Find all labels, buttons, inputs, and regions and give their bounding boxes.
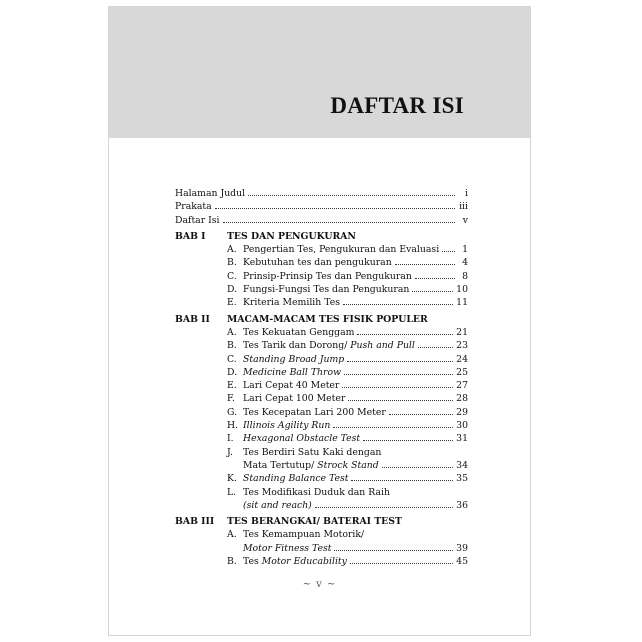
toc-entry[interactable]	[175, 528, 468, 541]
toc-entry[interactable]	[175, 486, 468, 499]
toc-label-italic: Medicine Ball Throw	[243, 366, 342, 378]
leader-dots	[363, 435, 453, 441]
item-letter: B.	[227, 556, 237, 568]
item-letter: A.	[227, 326, 237, 338]
leader-dots	[333, 422, 453, 428]
chapter-heading	[175, 515, 468, 528]
toc-label: Lari Cepat 100 Meter	[243, 393, 346, 405]
toc-label-italic: Push and Pull	[350, 340, 415, 352]
item-letter: E.	[227, 380, 237, 392]
leader-dots	[357, 329, 453, 335]
toc-label-italic: Strock Stand	[317, 459, 379, 471]
item-letter: H.	[227, 420, 239, 432]
chapter-title: TES DAN PENGUKURAN	[227, 230, 356, 242]
leader-dots	[315, 502, 453, 508]
toc-label-italic: (sit and reach)	[243, 499, 312, 511]
toc-page: v	[462, 214, 468, 226]
toc-entry-continued[interactable]	[175, 499, 468, 512]
header-band	[109, 7, 530, 138]
toc-page: 35	[456, 473, 468, 485]
leader-dots	[215, 203, 455, 209]
toc-entry[interactable]	[175, 472, 468, 485]
leader-dots	[350, 558, 453, 564]
chapter-number: BAB III	[175, 516, 215, 528]
toc-page: 34	[456, 459, 468, 471]
toc-page: 29	[456, 406, 468, 418]
toc-entry-continued[interactable]	[175, 542, 468, 555]
toc-label: Prinsip-Prinsip Tes dan Pengukuran	[243, 270, 412, 282]
toc-entry[interactable]	[175, 270, 468, 283]
toc-entry[interactable]	[175, 406, 468, 419]
toc-page: 39	[456, 542, 468, 554]
toc-entry[interactable]	[175, 419, 468, 432]
item-letter: A.	[227, 529, 237, 541]
toc-label-italic: Standing Balance Test	[243, 473, 349, 485]
toc-entry[interactable]	[175, 187, 468, 200]
page-title: DAFTAR ISI	[330, 93, 464, 118]
leader-dots	[442, 246, 455, 252]
toc-page: 23	[456, 340, 468, 352]
toc-label-italic: Motor Fitness Test	[243, 542, 332, 554]
toc-label: Mata Tertutup/	[243, 459, 318, 471]
item-letter: E.	[227, 297, 237, 309]
leader-dots	[248, 190, 455, 196]
toc-entry[interactable]	[175, 432, 468, 445]
item-letter: D.	[227, 366, 238, 378]
leader-dots	[418, 342, 453, 348]
chapter-number: BAB II	[175, 313, 210, 325]
page-number-footer: ~ v ~	[302, 579, 337, 590]
item-letter: I.	[227, 433, 234, 445]
leader-dots	[344, 369, 453, 375]
toc-page: 4	[462, 257, 468, 269]
chapter-heading	[175, 230, 468, 243]
toc-entry[interactable]	[175, 256, 468, 269]
table-of-contents	[175, 187, 468, 568]
toc-label: Tes Tarik dan Dorong/	[243, 340, 351, 352]
toc-page: i	[465, 188, 468, 199]
toc-label: Kebutuhan tes dan pengukuran	[243, 257, 392, 269]
toc-entry[interactable]	[175, 243, 468, 256]
toc-label: Tes Modifikasi Duduk dan Raih	[243, 486, 390, 498]
toc-page: 28	[456, 393, 468, 405]
leader-dots	[348, 395, 453, 401]
toc-entry[interactable]	[175, 555, 468, 568]
toc-label-italic: Standing Broad Jump	[243, 353, 345, 365]
document-page	[108, 6, 531, 636]
toc-label: Tes Kemampuan Motorik/	[243, 529, 365, 541]
toc-label: Lari Cepat 40 Meter	[243, 380, 340, 392]
item-letter: D.	[227, 284, 238, 296]
leader-dots	[351, 475, 453, 481]
toc-label: Tes Kekuatan Genggam	[243, 326, 355, 338]
leader-dots	[347, 355, 453, 361]
toc-label: Prakata	[175, 201, 212, 213]
item-letter: C.	[227, 353, 237, 365]
toc-page: 25	[456, 366, 468, 378]
toc-label: Pengertian Tes, Pengukuran dan Evaluasi	[243, 244, 440, 256]
toc-page: 21	[456, 326, 468, 338]
toc-entry[interactable]	[175, 379, 468, 392]
toc-page: 24	[456, 353, 468, 365]
toc-page: 1	[462, 244, 468, 256]
toc-label-italic: Motor Educability	[261, 556, 347, 568]
toc-entry[interactable]	[175, 392, 468, 405]
item-letter: G.	[227, 406, 238, 418]
toc-label-italic: Hexagonal Obstacle Test	[243, 433, 361, 445]
toc-label: Halaman Judul	[175, 188, 246, 199]
chapter-heading	[175, 313, 468, 326]
item-letter: F.	[227, 393, 235, 405]
leader-dots	[382, 462, 453, 468]
leader-dots	[223, 216, 455, 222]
toc-label: Tes Berdiri Satu Kaki dengan	[243, 446, 382, 458]
toc-page: 11	[456, 297, 468, 309]
toc-entry[interactable]	[175, 283, 468, 296]
toc-entry[interactable]	[175, 326, 468, 339]
leader-dots	[342, 382, 453, 388]
leader-dots	[415, 273, 455, 279]
toc-label: Tes	[243, 556, 262, 568]
toc-entry[interactable]	[175, 339, 468, 352]
toc-entry[interactable]	[175, 214, 468, 227]
chapter-title: TES BERANGKAI/ BATERAI TEST	[227, 516, 402, 528]
item-letter: C.	[227, 270, 237, 282]
chapter-title: MACAM-MACAM TES FISIK POPULER	[227, 313, 428, 325]
item-letter: K.	[227, 473, 237, 485]
toc-entry[interactable]	[175, 446, 468, 459]
chapter-number: BAB I	[175, 230, 206, 242]
toc-page: iii	[459, 201, 468, 213]
toc-label-italic: Illinois Agility Run	[243, 420, 331, 432]
toc-page: 30	[456, 420, 468, 432]
item-letter: B.	[227, 257, 237, 269]
toc-page: 8	[462, 270, 468, 282]
toc-entry[interactable]	[175, 353, 468, 366]
toc-label: Daftar Isi	[175, 214, 220, 226]
toc-entry[interactable]	[175, 366, 468, 379]
item-letter: L.	[227, 486, 237, 498]
leader-dots	[412, 286, 453, 292]
toc-page: 45	[456, 556, 468, 568]
toc-label: Tes Kecepatan Lari 200 Meter	[243, 406, 386, 418]
toc-page: 31	[456, 433, 468, 445]
leader-dots	[389, 409, 453, 415]
item-letter: B.	[227, 340, 237, 352]
toc-page: 10	[456, 284, 468, 296]
leader-dots	[395, 259, 455, 265]
item-letter: J.	[227, 446, 233, 458]
toc-entry-continued[interactable]	[175, 459, 468, 472]
toc-label: Fungsi-Fungsi Tes dan Pengukuran	[243, 284, 410, 296]
leader-dots	[343, 299, 453, 305]
toc-entry[interactable]	[175, 296, 468, 309]
leader-dots	[334, 545, 453, 551]
toc-page: 36	[456, 499, 468, 511]
toc-label: Kriteria Memilih Tes	[243, 297, 340, 309]
toc-entry[interactable]	[175, 200, 468, 213]
item-letter: A.	[227, 244, 237, 256]
toc-page: 27	[456, 380, 468, 392]
